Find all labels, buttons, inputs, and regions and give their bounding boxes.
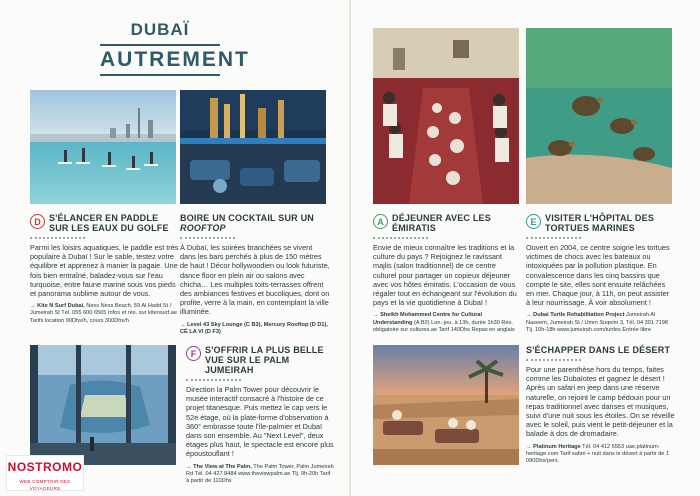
- logo-name: NOSTROMO: [7, 460, 83, 474]
- section-e-info-rest: Jumeirah Al Naseem, Jumeirah St / Umm Suqeim 3, Tél. 04 301 7198 Tlj. 10h-18h www.jumeirah.com/turtles Entrée libre: [526, 312, 668, 333]
- section-d-info: → Kite N Surf Dubai, Ness Ness Beach, 59 Al Hadd St / Jumeirah St Tél. 055 600 6565 Infos et rés. sur kitensurf.ae Tarifs location 90Dhs/h, cours 300Dhs/h: [30, 303, 177, 324]
- rooftop-photo: [180, 90, 326, 204]
- section-a-info: → Sheikh Mohammed Centre for Cultural Understanding (A B2) Lun.-jeu. à 13h, durée 1h30 Rés. obligatoire sur cultures.ae Tarif 140Dhs Repas en anglais: [373, 312, 515, 333]
- section-f-info: → The View at The Palm, The Palm Tower, Palm Jumeirah Rd Tél. 04 427 8484 www.theviewpalm.ae Tlj. 9h-20h Tarif à partir de 110Dhs: [186, 463, 334, 485]
- dotted-divider: [526, 236, 581, 239]
- section-f-info-name: The View at The Palm,: [193, 463, 252, 470]
- turtles-photo: [526, 28, 672, 204]
- section-d-info-rest: Ness Ness Beach, 59 Al Hadd St / Jumeirah St Tél. 055 600 6565 Infos et rés. sur kitensurf.ae Tarifs location 90Dhs/h, cours 300Dhs/h: [30, 303, 177, 324]
- section-cocktail-info-text: Level 43 Sky Lounge (C B3), Mercury Rooftop (D D1), CÉ LA VI (D F3): [180, 321, 328, 335]
- section-cocktail-info: → Level 43 Sky Lounge (C B3), Mercury Rooftop (D D1), CÉ LA VI (D F3): [180, 321, 328, 335]
- section-a-title: DÉJEUNER AVEC LES ÉMIRATIS: [392, 213, 491, 233]
- logo-tagline: WEB COMPTOIR DES VOYAGEURS: [19, 479, 71, 491]
- section-f: [186, 345, 334, 485]
- section-a-info-name: Sheikh Mohammed Centre for Cultural Understanding: [373, 312, 483, 326]
- page-title-box: [100, 44, 250, 76]
- section-a-letter: A: [373, 214, 388, 229]
- dotted-divider: [180, 236, 235, 239]
- section-cocktail: [180, 213, 330, 336]
- nostromo-logo: [6, 455, 84, 491]
- section-desert-title: S'ÉCHAPPER DANS LE DÉSERT: [526, 345, 671, 355]
- majlis-photo: [373, 28, 519, 204]
- section-d: [30, 213, 180, 325]
- section-e-letter: E: [526, 214, 541, 229]
- section-d-info-name: Kite N Surf Dubai,: [37, 303, 85, 310]
- section-e-info: → Dubai Turtle Rehabilitation Project Jumeirah Al Naseem, Jumeirah St / Umm Suqeim 3, Tél. 04 301 7198 Tlj. 10h-18h www.jumeirah.com/turtles Entrée libre: [526, 312, 668, 333]
- dotted-divider: [30, 236, 85, 239]
- palm-view-photo: [30, 345, 176, 465]
- section-a: [373, 213, 521, 334]
- section-f-info-rest: The Palm Tower, Palm Jumeirah Rd Tél. 04 427 8484 www.theviewpalm.ae Tlj. 9h-20h Tarif à partir de 110Dhs: [186, 463, 334, 485]
- section-cocktail-title-italic: ROOFTOP: [180, 223, 226, 233]
- section-e-body: Ouvert en 2004, ce centre soigne les tortues victimes de chocs avec les bateaux ou intoxiquées par la pollution plastique. En convalescence dans les cinq bassins que compte le site, elles sont ensuite relâchées en mer. Chaque jour, à 11h, on peut assister à leur nourrissage. À voir absolument !: [526, 243, 670, 308]
- paddle-photo: [30, 90, 176, 204]
- section-e-info-name: Dubai Turtle Rehabilitation Project: [533, 312, 625, 319]
- section-desert-body: Pour une parenthèse hors du temps, faites comme les Dubaïotes et gagnez le désert ! Après un safari en jeep dans une réserve naturelle, on rejoint le camp bédouin pour un repas traditionnel avec danses et musiques, suivi d'une nuit sous les étoiles. On se réveille avec le soleil, puis vient le petit-déjeuner et la balade à dos de dromadaire.: [526, 365, 675, 439]
- section-cocktail-title-plain: BOIRE UN COCKTAIL SUR UN: [180, 213, 314, 223]
- section-a-info-rest: (A B2) Lun.-jeu. à 13h, durée 1h30 Rés. obligatoire sur cultures.ae Tarif 140Dhs Repas en anglais: [373, 319, 515, 333]
- section-f-body: Direction la Palm Tower pour découvrir le musée interactif consacré à l'histoire de ce projet titanesque. Puis mettez le cap vers le 52e étage, où la plate-forme d'observation à 360° embrasse toute l'île-palmier et Dubaï dans son ensemble. Au "Next Level", deux étages plus haut, le spectacle est encore plus époustouflant !: [186, 385, 334, 459]
- section-cocktail-title: [180, 213, 330, 233]
- dotted-divider: [186, 378, 241, 381]
- page-title: AUTREMENT: [100, 48, 250, 71]
- dotted-divider: [526, 358, 581, 361]
- section-desert-info-name: Platinum Heritage: [533, 443, 581, 450]
- section-desert-info: → Platinum Heritage Tél. 04 412 6553 uae.platinum-heritage.com Tarif safari + nuit dans le désert à partir de 1 090Dhs/pers.: [526, 443, 670, 465]
- section-desert-info-rest: Tél. 04 412 6553 uae.platinum-heritage.com Tarif safari + nuit dans le désert à partir de 1 090Dhs/pers.: [526, 443, 670, 465]
- section-e: [526, 213, 674, 334]
- section-f-title: S'OFFRIR LA PLUS BELLE VUE SUR LE PALM JUMEIRAH: [205, 345, 324, 375]
- dotted-divider: [373, 236, 428, 239]
- section-d-letter: D: [30, 214, 45, 229]
- section-d-title: S'ÉLANCER EN PADDLE SUR LES EAUX DU GOLFE: [49, 213, 169, 233]
- city-name: DUBAÏ: [130, 20, 190, 39]
- desert-camp-photo: [373, 345, 519, 465]
- section-f-letter: F: [186, 346, 201, 361]
- section-desert: [526, 345, 676, 465]
- section-e-title: VISITER L'HÔPITAL DES TORTUES MARINES: [545, 213, 655, 233]
- section-a-body: Envie de mieux connaître les traditions et la culture du pays ? Rejoignez le ravissant majlis (salon traditionnel) de ce centre culturel pour partager un copieux déjeuner avec vos hôtes émiratis. L'occasion de vous régaler tout en échangeant sur l'évolution du pays et la vie quotidienne à Dubaï !: [373, 243, 517, 308]
- section-d-body: Parmi les loisirs aquatiques, le paddle est très populaire à Dubaï ! Sur le sable, testez votre équilibre et apprenez à manier la pagaie. Une fois bien entraîné, baladez-vous sur l'eau turquoise, entre faune marine sous vos pieds et panorama sublime autour de vous.: [30, 243, 179, 299]
- section-cocktail-body: À Dubaï, les soirées branchées se vivent dans les bars perchés à plus de 150 mètres de haut ! Décor hollywoodien ou look futuriste, dance floor en plein air ou salons avec chicha… Les multiples toits-terrasses offrent des ambiances festives et bucoliques, dont on profite, verre à la main, en contemplant la ville illuminée.: [180, 243, 330, 317]
